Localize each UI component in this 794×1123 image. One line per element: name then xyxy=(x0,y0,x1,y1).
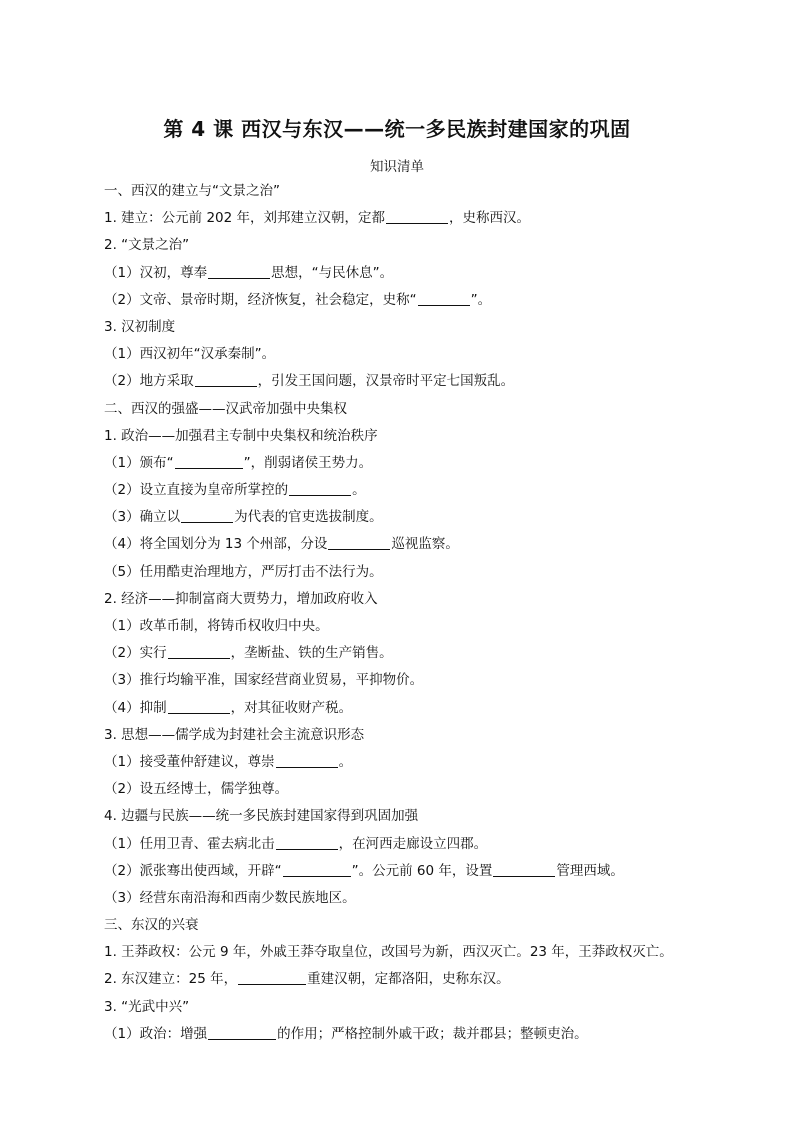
list-item: 3. “光武中兴” xyxy=(104,998,190,1015)
fill-blank xyxy=(386,208,448,224)
fill-blank xyxy=(283,861,351,877)
fill-blank xyxy=(276,752,338,768)
list-item: （2）地方采取 ，引发王国问题，汉景帝时平定七国叛乱。 xyxy=(104,373,515,390)
list-item: （5）任用酷吏治理地方，严厉打击不法行为。 xyxy=(104,563,383,580)
list-item: （2）文帝、景帝时期，经济恢复，社会稳定，史称“ ”。 xyxy=(104,291,492,308)
section-heading: 一、西汉的建立与“文景之治” xyxy=(104,183,280,199)
list-item: （3）经营东南沿海和西南少数民族地区。 xyxy=(104,889,356,906)
fill-blank xyxy=(195,371,257,387)
list-item: 3. 汉初制度 xyxy=(104,318,176,335)
fill-blank xyxy=(181,507,233,523)
list-item: 2. “文景之治” xyxy=(104,237,190,254)
fill-blank xyxy=(328,534,390,550)
list-item: （1）接受董仲舒建议，尊崇 。 xyxy=(104,753,353,770)
list-item: （1）颁布“ ”，削弱诸侯王势力。 xyxy=(104,454,373,471)
fill-blank xyxy=(168,643,230,659)
list-item: 2. 东汉建立：25 年， 重建汉朝，定都洛阳，史称东汉。 xyxy=(104,971,510,988)
list-item: （1）政治：增强 的作用；严格控制外戚干政；裁并郡县；整顿吏治。 xyxy=(104,1025,588,1042)
page-title: 第 4 课 西汉与东汉——统一多民族封建国家的巩固 xyxy=(163,117,631,141)
list-item: （2）设立直接为皇帝所掌控的 。 xyxy=(104,482,366,499)
document-body xyxy=(104,178,704,1048)
fill-blank xyxy=(168,698,230,714)
fill-blank xyxy=(289,480,351,496)
list-item: 1. 政治——加强君主专制中央集权和统治秩序 xyxy=(104,427,378,444)
list-item: （1）任用卫青、霍去病北击 ，在河西走廊设立四郡。 xyxy=(104,835,488,852)
list-item: （3）推行均输平准，国家经营商业贸易，平抑物价。 xyxy=(104,672,424,689)
list-item: （2）设五经博士，儒学独尊。 xyxy=(104,781,289,798)
list-item: （2）实行 ，垄断盐、铁的生产销售。 xyxy=(104,645,393,662)
list-item: 3. 思想——儒学成为封建社会主流意识形态 xyxy=(104,726,365,743)
fill-blank xyxy=(208,263,270,279)
section-heading: 二、西汉的强盛——汉武帝加强中央集权 xyxy=(104,400,347,417)
list-item: （3）确立以 为代表的官吏选拔制度。 xyxy=(104,509,383,526)
list-item: （1）改革币制，将铸币权收归中央。 xyxy=(104,618,329,634)
list-item: （1）汉初，尊奉 思想，“与民休息”。 xyxy=(104,264,394,281)
fill-blank xyxy=(208,1024,276,1040)
page-subtitle: 知识清单 xyxy=(370,159,424,175)
fill-blank xyxy=(276,834,338,850)
list-item: （4）抑制 ，对其征收财产税。 xyxy=(104,699,353,716)
fill-blank xyxy=(493,861,555,877)
fill-blank xyxy=(238,969,306,985)
list-item: （2）派张骞出使西域，开辟“ ”。公元前 60 年，设置 管理西域。 xyxy=(104,862,624,879)
fill-blank xyxy=(175,453,243,469)
list-item: 1. 建立：公元前 202 年，刘邦建立汉朝，定都 ，史称西汉。 xyxy=(104,210,531,227)
list-item: （4）将全国划分为 13 个州部，分设 巡视监察。 xyxy=(104,536,459,553)
section-heading: 三、东汉的兴衰 xyxy=(104,917,199,934)
list-item: 4. 边疆与民族——统一多民族封建国家得到巩固加强 xyxy=(104,808,419,825)
list-item: 2. 经济——抑制富商大贾势力，增加政府收入 xyxy=(104,590,378,607)
list-item: （1）西汉初年“汉承秦制”。 xyxy=(104,346,276,363)
fill-blank xyxy=(418,290,470,306)
list-item: 1. 王莽政权：公元 9 年，外戚王莽夺取皇位，改国号为新，西汉灭亡。23 年，王莽政权灭亡。 xyxy=(104,944,673,961)
